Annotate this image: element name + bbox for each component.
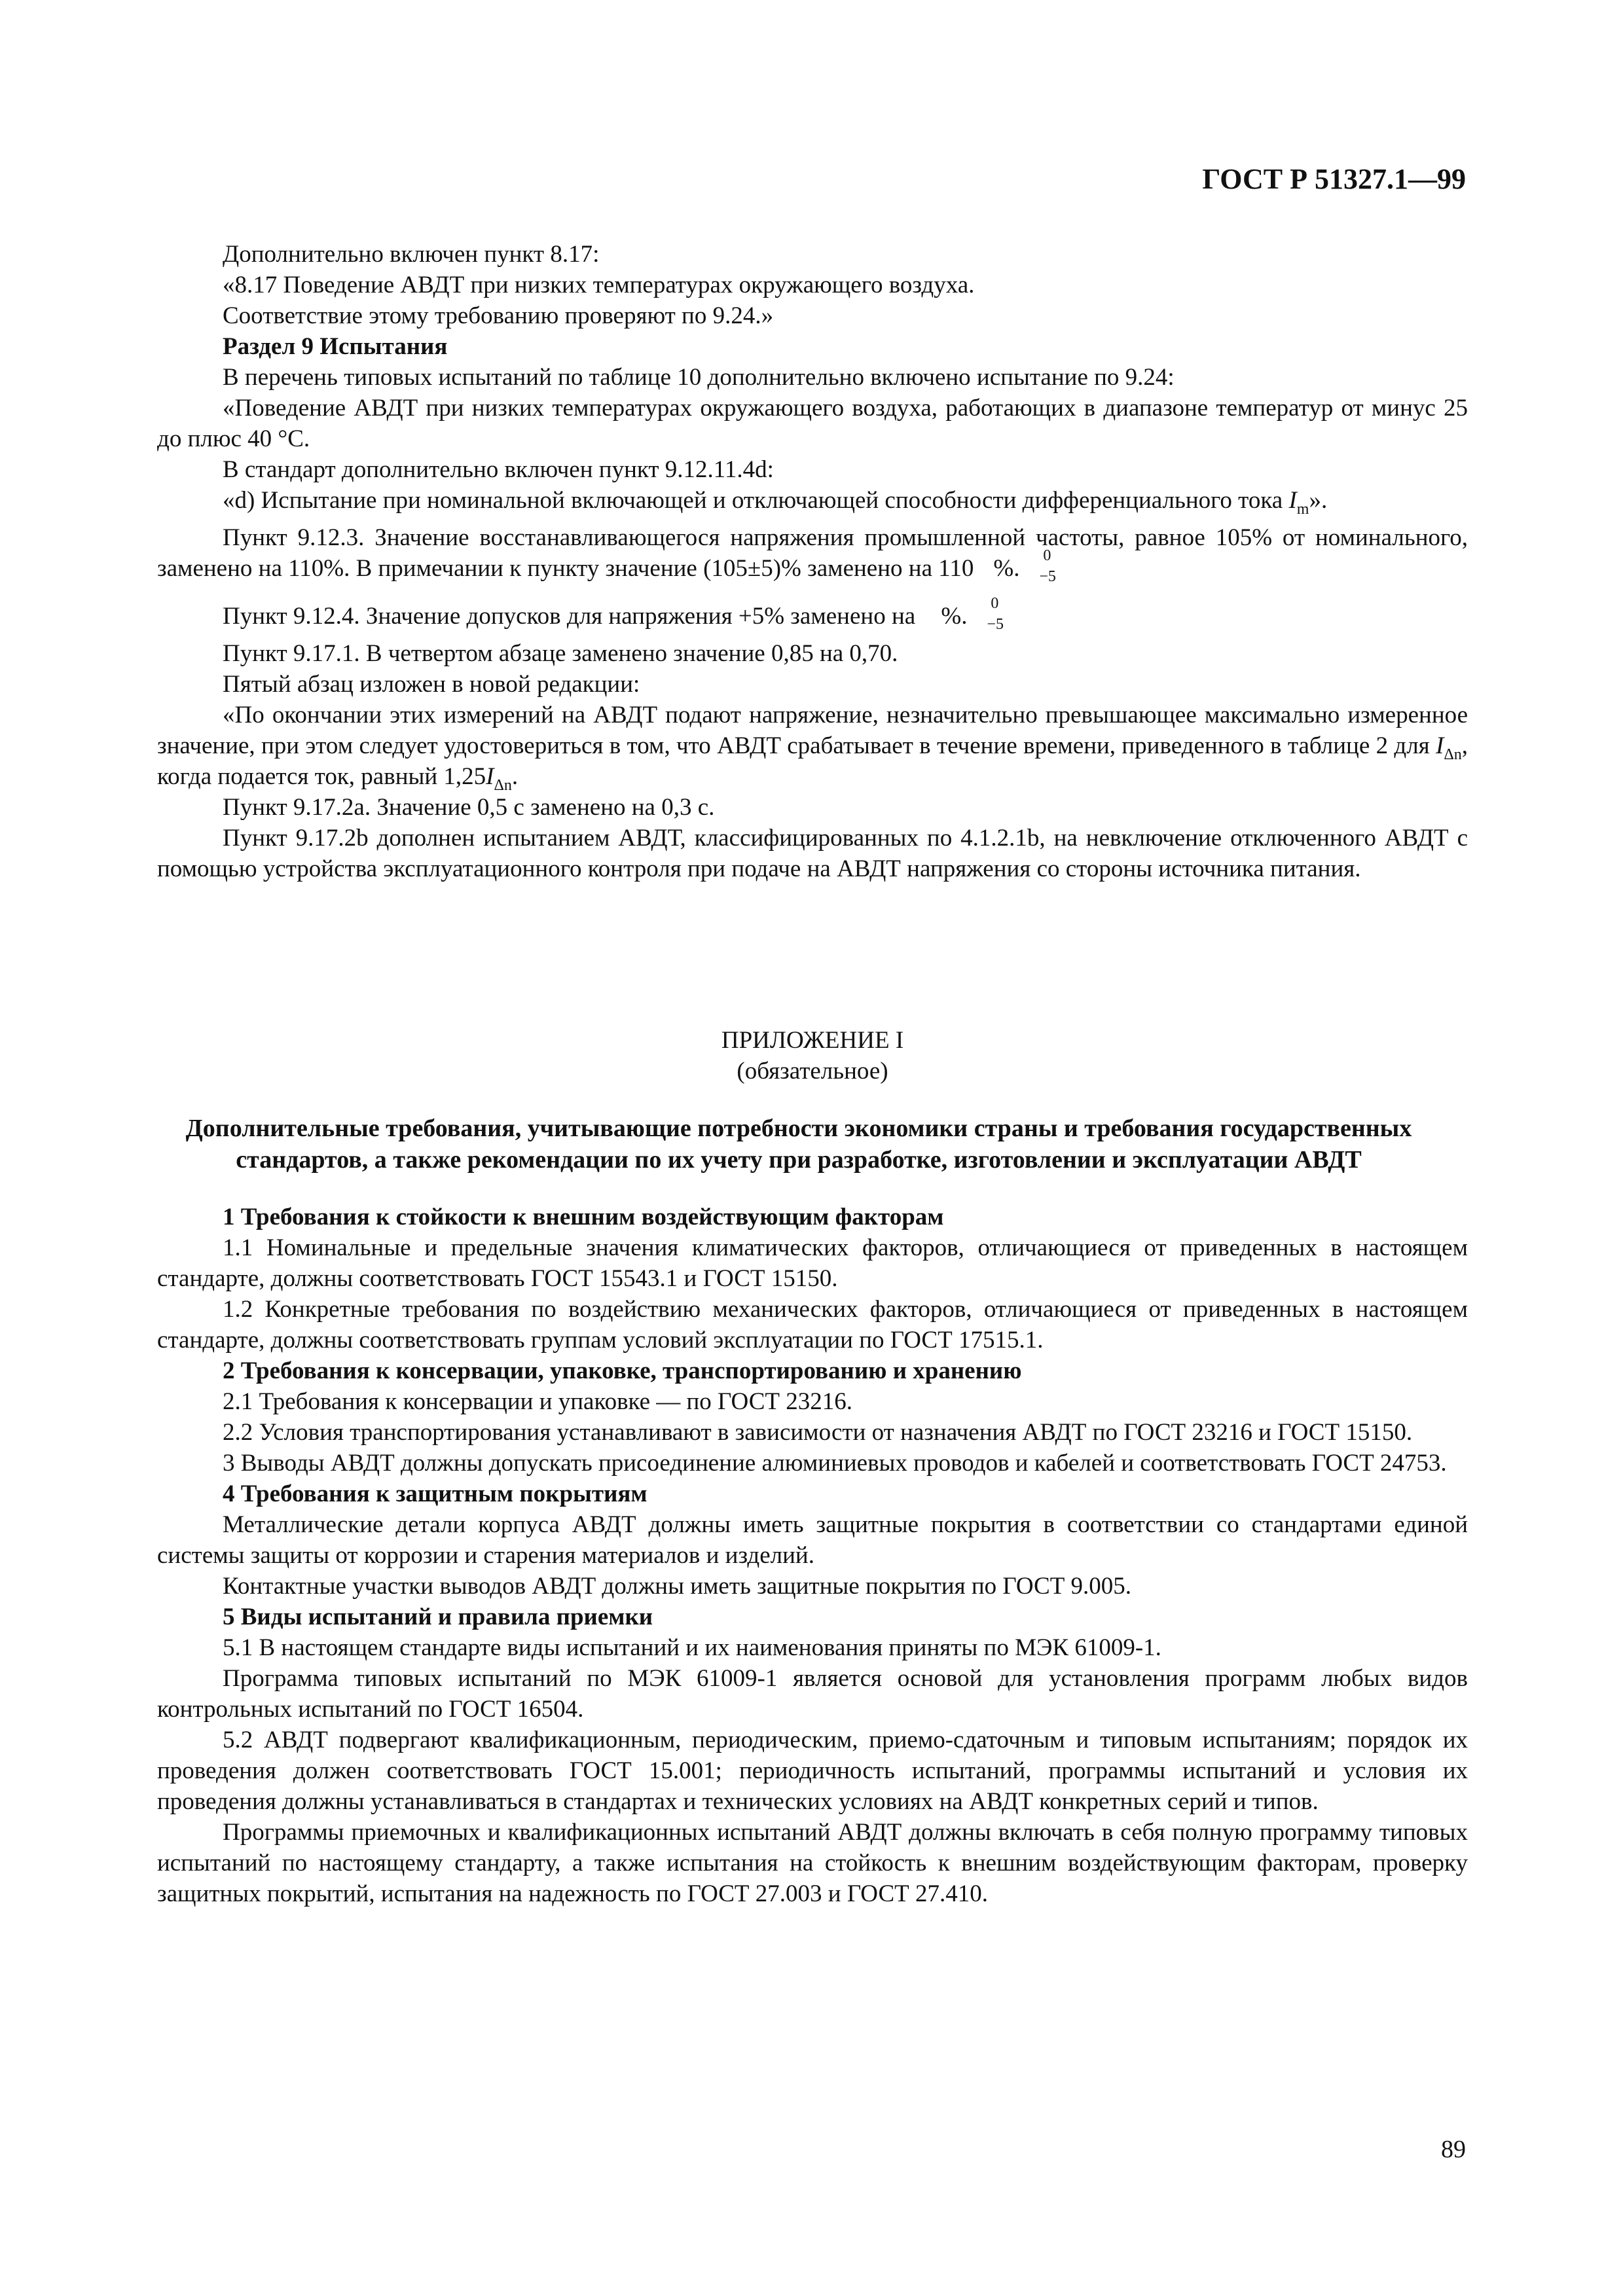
paragraph: Контактные участки выводов АВДТ должны иметь защитные покрытия по ГОСТ 9.005. [223, 1573, 1132, 1600]
appendix-label: ПРИЛОЖЕНИЕ I [721, 1027, 904, 1054]
paragraph-text: Пункт 9.12.4. Значение допусков для напряжения +5% заменено на [223, 603, 916, 630]
paragraph [157, 595, 1468, 634]
paragraph [157, 700, 1468, 792]
current-subscript: Δn [494, 777, 512, 794]
spacer [157, 1175, 1468, 1202]
paragraph-text: , когда подается ток, равный 1,25 [157, 732, 1468, 790]
document-code-header: ГОСТ Р 51327.1—99 [1202, 163, 1466, 195]
page-number: 89 [1441, 2136, 1466, 2163]
paragraph: Соответствие этому требованию проверяют по 9.24.» [223, 302, 774, 329]
spacer [157, 884, 1468, 1025]
paragraph [157, 522, 1468, 584]
paragraph: Пункт 9.17.1. В четвертом абзаце заменено значение 0,85 на 0,70. [223, 640, 898, 667]
paragraph-end: . [511, 763, 519, 790]
paragraph-text: «d) Испытание при номинальной включающей и отключающей способности дифференциального тока [223, 487, 1283, 514]
paragraph: Программа типовых испытаний по МЭК 61009-1 является основой для установления программ любых видов контрольных испытаний по ГОСТ 16504. [157, 1665, 1468, 1723]
current-symbol: I [1288, 487, 1297, 514]
current-subscript: Δn [1444, 746, 1462, 763]
paragraph [157, 485, 1468, 516]
paragraph-end: ». [1309, 487, 1328, 514]
paragraph: 3 Выводы АВДТ должны допускать присоединение алюминиевых проводов и кабелей и соответствовать ГОСТ 24753. [223, 1450, 1447, 1477]
paragraph: В перечень типовых испытаний по таблице 10 дополнительно включено испытание по 9.24: [223, 364, 1175, 391]
paragraph: Пятый абзац изложен в новой редакции: [223, 671, 640, 698]
paragraph: Металлические детали корпуса АВДТ должны иметь защитные покрытия в соответствии со стандартами единой системы защиты от коррозии и старения материалов и изделий. [157, 1511, 1468, 1569]
current-subscript: m [1296, 501, 1309, 518]
section-heading: 2 Требования к консервации, упаковке, транспортированию и хранению [223, 1357, 1022, 1384]
current-symbol: I [1436, 732, 1444, 759]
paragraph: 5.2 АВДТ подвергают квалификационным, периодическим, приемо-сдаточным и типовым испытаниям; порядок их проведения должен соответствовать ГОСТ 15.001; периодичность испытаний, программы испытаний и условия их проведения должны устанавливаться в стандартах и технических условиях на АВДТ конкретных серий и типов. [157, 1727, 1468, 1815]
paragraph: «Поведение АВДТ при низких температурах окружающего воздуха, работающих в диапазоне температур от минус 25 до плюс 40 °С. [157, 395, 1468, 452]
section-heading: 4 Требования к защитным покрытиям [223, 1480, 647, 1507]
spacer [157, 1086, 1468, 1113]
paragraph: 5.1 В настоящем стандарте виды испытаний и их наименования приняты по МЭК 61009-1. [223, 1634, 1161, 1661]
paragraph: 2.2 Условия транспортирования устанавливают в зависимости от назначения АВДТ по ГОСТ 23216 и ГОСТ 15150. [223, 1419, 1413, 1446]
tolerance-lower: −5 [1039, 568, 1056, 586]
paragraph-end: %. [941, 603, 968, 630]
current-symbol: I [486, 763, 494, 790]
paragraph: В стандарт дополнительно включен пункт 9.12.11.4d: [223, 456, 774, 483]
paragraph: Пункт 9.17.2a. Значение 0,5 с заменено на 0,3 с. [223, 794, 715, 821]
paragraph-end: %. [993, 555, 1020, 582]
tolerance [921, 595, 1004, 634]
paragraph: 1.1 Номинальные и предельные значения климатических факторов, отличающиеся от приведенных в настоящем стандарте, должны соответствовать ГОСТ 15543.1 и ГОСТ 15150. [157, 1234, 1468, 1292]
tolerance-upper: 0 [1043, 547, 1051, 565]
paragraph: 1.2 Конкретные требования по воздействию механических факторов, отличающиеся от приведенных в настоящем стандарте, должны соответствовать группам условий эксплуатации по ГОСТ 17515.1. [157, 1296, 1468, 1354]
tolerance [974, 547, 1056, 586]
appendix-status: (обязательное) [737, 1058, 888, 1085]
appendix-title: Дополнительные требования, учитывающие потребности экономики страны и требования государственных стандартов, а также рекомендации по их учету при разработке, изготовлении и эксплуатации АВДТ [185, 1115, 1412, 1174]
paragraph: 2.1 Требования к консервации и упаковке — по ГОСТ 23216. [223, 1388, 852, 1415]
paragraph: Дополнительно включен пункт 8.17: [223, 241, 600, 268]
paragraph: «8.17 Поведение АВДТ при низких температурах окружающего воздуха. [223, 272, 975, 298]
tolerance-lower: −5 [987, 616, 1004, 634]
paragraph: Программы приемочных и квалификационных испытаний АВДТ должны включать в себя полную программу типовых испытаний по настоящему стандарту, а также испытания на стойкость к внешним воздействующим факторам, проверку защитных покрытий, испытания на надежность по ГОСТ 27.003 и ГОСТ 27.410. [157, 1819, 1468, 1907]
page-content [157, 239, 1468, 1909]
paragraph: Пункт 9.17.2b дополнен испытанием АВДТ, классифицированных по 4.1.2.1b, на невключение отключенного АВДТ с помощью устройства эксплуатационного контроля при подаче на АВДТ напряжения со стороны источника питания. [157, 825, 1468, 882]
section-heading: 5 Виды испытаний и правила приемки [223, 1604, 653, 1630]
tolerance-upper: 0 [991, 595, 999, 613]
section-heading: 1 Требования к стойкости к внешним воздействующим факторам [223, 1204, 944, 1230]
paragraph-text: Пункт 9.12.3. Значение восстанавливающегося напряжения промышленной частоты, равное 105% от номинального, заменено на 110%. В примечании к пункту значение (105±5)% заменено на 110 [157, 524, 1468, 582]
paragraph-text: «По окончании этих измерений на АВДТ подают напряжение, незначительно превышающее максимально измеренное значение, при этом следует удостовериться в том, что АВДТ срабатывает в течение времени, приведенного в таблице 2 для [157, 702, 1468, 759]
section-heading: Раздел 9 Испытания [223, 333, 448, 360]
